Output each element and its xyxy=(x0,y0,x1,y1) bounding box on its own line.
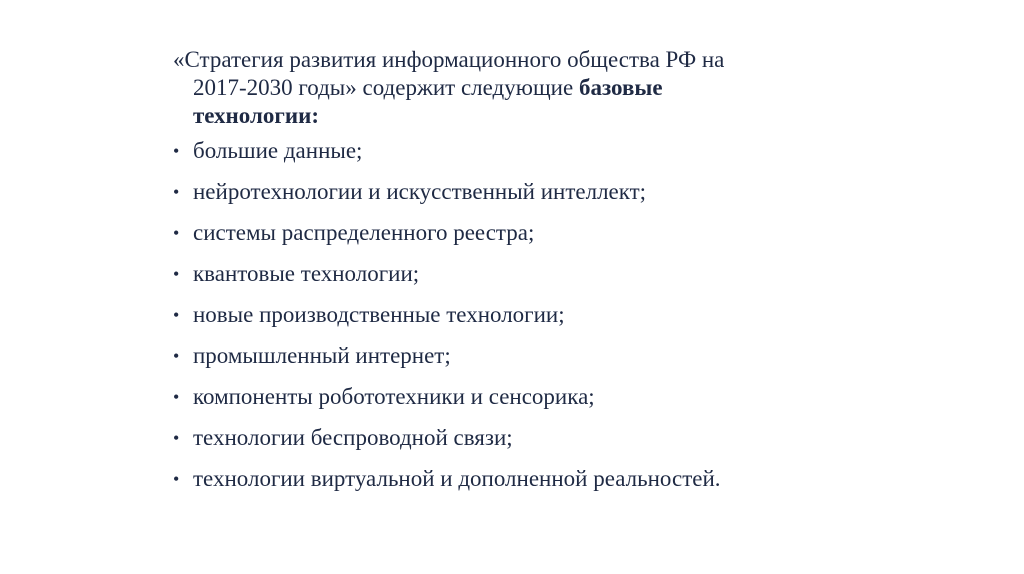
list-item-text: новые производственные технологии; xyxy=(193,302,565,327)
bullet-icon: • xyxy=(173,305,180,325)
intro-paragraph xyxy=(173,46,893,130)
intro-line-3: технологии: xyxy=(193,103,320,128)
bullet-icon: • xyxy=(173,346,180,366)
list-item-text: квантовые технологии; xyxy=(193,261,420,286)
bullet-icon: • xyxy=(173,387,180,407)
list-item-text: системы распределенного реестра; xyxy=(193,220,535,245)
list-item xyxy=(173,219,893,260)
bullet-icon: • xyxy=(173,223,180,243)
list-item xyxy=(173,178,893,219)
list-item xyxy=(173,342,893,383)
list-item-text: большие данные; xyxy=(193,138,363,163)
intro-bold-term: базовые xyxy=(578,75,663,100)
list-item-text: промышленный интернет; xyxy=(193,343,451,368)
bullet-icon: • xyxy=(173,141,180,161)
bullet-icon: • xyxy=(173,182,180,202)
list-item xyxy=(173,424,893,465)
list-item xyxy=(173,465,893,506)
intro-line-2-text: 2017-2030 годы» содержит следующие xyxy=(193,75,579,100)
list-item-text: технологии виртуальной и дополненной реальностей. xyxy=(193,466,721,491)
list-item xyxy=(173,383,893,424)
list-item xyxy=(173,137,893,178)
bullet-icon: • xyxy=(173,428,180,448)
list-item-text: технологии беспроводной связи; xyxy=(193,425,513,450)
bullet-icon: • xyxy=(173,264,180,284)
intro-line-1: «Стратегия развития информационного общества РФ на xyxy=(173,47,725,72)
list-item xyxy=(173,260,893,301)
intro-line-2 xyxy=(173,74,893,102)
list-item-text: компоненты робототехники и сенсорика; xyxy=(193,384,595,409)
technology-list xyxy=(173,137,893,506)
list-item xyxy=(173,301,893,342)
list-item-text: нейротехнологии и искусственный интеллект; xyxy=(193,179,647,204)
bullet-icon: • xyxy=(173,469,180,489)
slide-content xyxy=(173,46,893,506)
